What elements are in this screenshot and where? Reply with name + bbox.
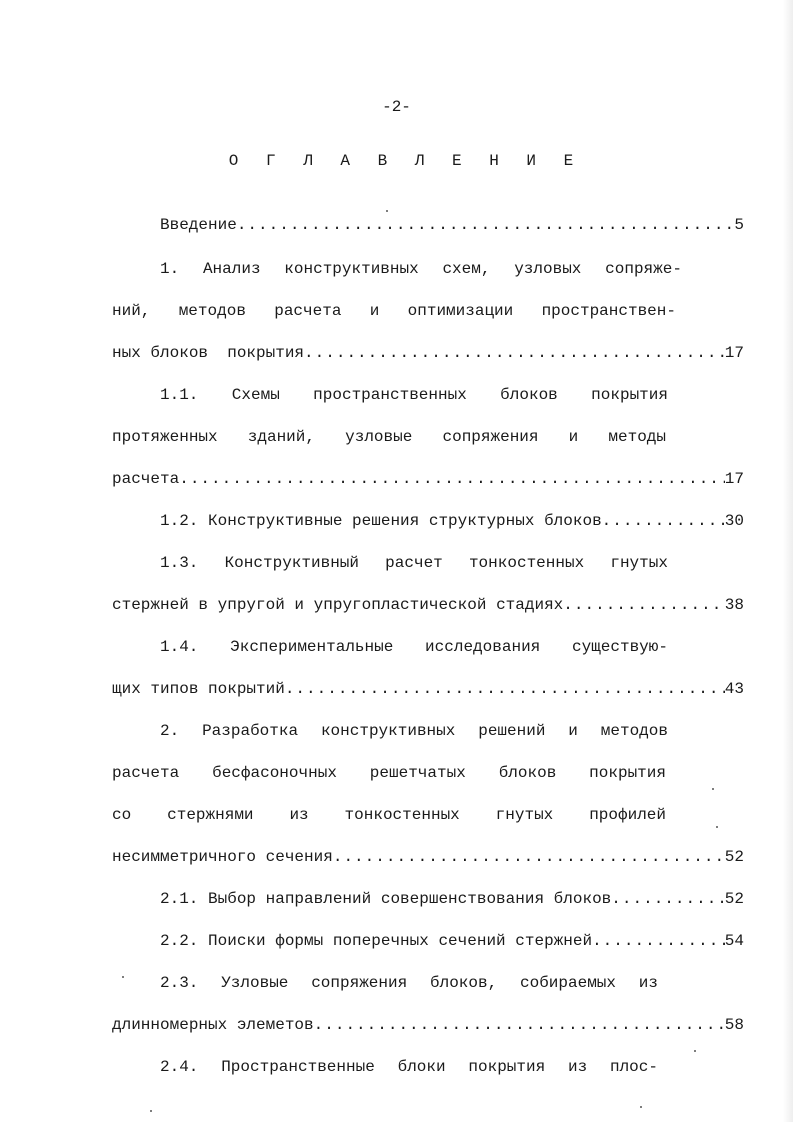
toc-entry-title: расчета <box>112 470 180 488</box>
toc-entry-title: длинномерных элеметов <box>112 1016 314 1034</box>
toc-entry-page: 54 <box>724 932 744 950</box>
toc-entry-1-line-1: 1. Анализ конструктивных схем, узловых сопряже- <box>160 260 682 278</box>
scan-edge-shadow <box>783 0 793 1122</box>
toc-entry-1-2 <box>160 510 744 532</box>
toc-leader-dots <box>179 468 725 490</box>
toc-entry-1-3-line-2 <box>112 594 744 616</box>
toc-entry-page: 43 <box>724 680 744 698</box>
toc-entry-2-3-line-2 <box>112 1014 744 1036</box>
toc-entry-2-line-1: 2. Разработка конструктивных решений и методов <box>160 722 668 740</box>
toc-entry-page: 58 <box>724 1016 744 1034</box>
scan-speck <box>694 1050 696 1052</box>
toc-entry-1-4-line-1: 1.4. Экспериментальные исследования существую- <box>160 638 668 656</box>
scan-speck <box>716 826 718 828</box>
toc-entry-page: 52 <box>724 890 744 908</box>
toc-entry-title: щих типов покрытий <box>112 680 285 698</box>
toc-entry-page: 17 <box>724 344 744 362</box>
toc-entry-title: 2.2. Поиски формы поперечных сечений стержней <box>160 932 593 950</box>
toc-entry-1-line-2: ний, методов расчета и оптимизации пространствен- <box>112 302 676 320</box>
toc-entry-intro <box>160 214 744 236</box>
toc-entry-2-1 <box>160 888 744 910</box>
scan-speck <box>386 210 388 212</box>
page-title: О Г Л А В Л Е Н И Е <box>228 152 583 170</box>
toc-entry-1-3-line-1: 1.3. Конструктивный расчет тонкостенных гнутых <box>160 554 668 572</box>
toc-entry-page: 38 <box>724 596 744 614</box>
scan-speck <box>122 976 124 978</box>
toc-leader-dots <box>237 214 735 236</box>
toc-entry-title: 2.1. Выбор направлений совершенствования блоков <box>160 890 612 908</box>
toc-entry-1-1-line-2: протяженных зданий, узловые сопряжения и методы <box>112 428 666 446</box>
toc-entry-1-line-3 <box>112 342 744 364</box>
toc-entry-2-3-line-1: 2.3. Узловые сопряжения блоков, собираемых из <box>160 974 658 992</box>
toc-leader-dots <box>592 930 725 952</box>
scan-speck <box>150 1110 152 1112</box>
scan-speck <box>712 788 714 790</box>
toc-entry-title: несимметричного сечения <box>112 848 333 866</box>
toc-entry-2-2 <box>160 930 744 952</box>
toc-entry-2-line-3: со стержнями из тонкостенных гнутых профилей <box>112 806 666 824</box>
toc-entry-title: 1.2. Конструктивные решения структурных блоков <box>160 512 602 530</box>
toc-leader-dots <box>314 1014 725 1036</box>
toc-entry-2-4-line-1: 2.4. Пространственные блоки покрытия из плос- <box>160 1058 658 1076</box>
toc-entry-page: 5 <box>734 216 744 234</box>
toc-leader-dots <box>304 342 725 364</box>
scan-speck <box>640 1106 642 1108</box>
toc-leader-dots <box>285 678 725 700</box>
toc-leader-dots <box>333 846 725 868</box>
toc-leader-dots <box>611 888 725 910</box>
toc-entry-title: стержней в упругой и упругопластической стадиях <box>112 596 564 614</box>
toc-entry-2-line-4 <box>112 846 744 868</box>
toc-entry-title: Введение <box>160 216 237 234</box>
toc-entry-page: 52 <box>724 848 744 866</box>
toc-entry-1-1-line-3 <box>112 468 744 490</box>
toc-entry-2-line-2: расчета бесфасоночных решетчатых блоков покрытия <box>112 764 666 782</box>
toc-entry-page: 30 <box>724 512 744 530</box>
page-number: -2- <box>382 98 411 116</box>
toc-entry-1-4-line-2 <box>112 678 744 700</box>
toc-entry-title: ных блоков покрытия <box>112 344 305 362</box>
toc-leader-dots <box>602 510 725 532</box>
toc-leader-dots <box>563 594 725 616</box>
toc-entry-1-1-line-1: 1.1. Схемы пространственных блоков покрытия <box>160 386 668 404</box>
toc-entry-page: 17 <box>724 470 744 488</box>
